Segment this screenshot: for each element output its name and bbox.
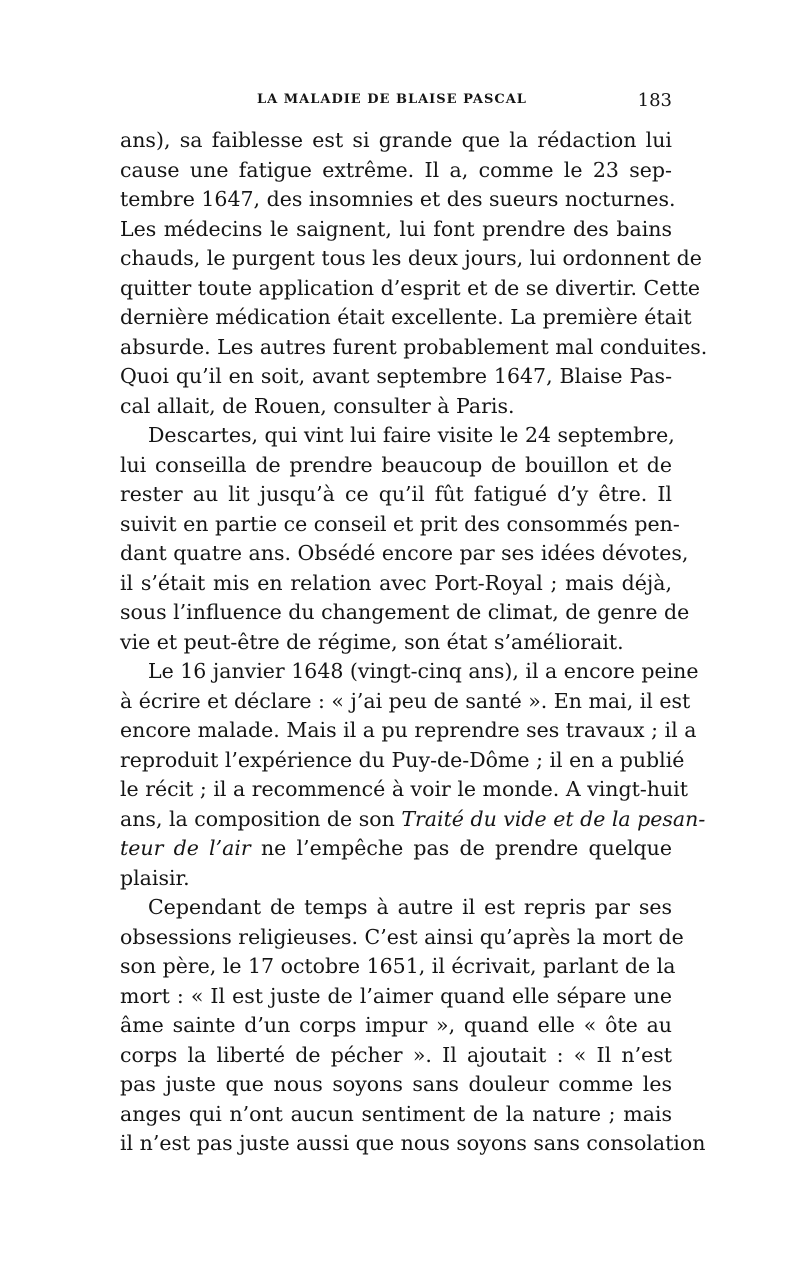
text-line: ans), sa faiblesse est si grande que la rédaction lui <box>120 128 672 152</box>
text-line: âme sainte d’un corps impur », quand elle « ôte au <box>120 1013 672 1037</box>
text-line: Quoi qu’il en soit, avant septembre 1647, Blaise Pas- <box>120 364 672 388</box>
text-line: suivit en partie ce conseil et prit des consommés pen- <box>120 511 680 536</box>
text-line: il s’était mis en relation avec Port-Royal ; mais déjà, <box>120 570 672 595</box>
page-number: 183 <box>637 90 672 111</box>
text-line <box>120 834 672 864</box>
text-line: quitter toute application d’esprit et de se divertir. Cette <box>120 275 700 300</box>
text-line: encore malade. Mais il a pu reprendre ses travaux ; il a <box>120 718 697 742</box>
text-line: lui conseilla de prendre beaucoup de bouillon et de <box>120 452 672 477</box>
text-line: dernière médication était excellente. La première était <box>120 305 692 329</box>
text-line: reproduit l’expérience du Puy-de-Dôme ; il en a publié <box>120 747 685 772</box>
italic-title: teur de l’air <box>120 836 251 860</box>
text-line: à écrire et déclare : « j’ai peu de santé ». En mai, il est <box>120 688 691 713</box>
body-text <box>120 126 708 1159</box>
text-line: cause une fatigue extrême. Il a, comme le 23 sep- <box>120 157 672 182</box>
text-line: corps la liberté de pécher ». Il ajoutait : « Il n’est <box>120 1042 672 1067</box>
text-line: dant quatre ans. Obsédé encore par ses idées dévotes, <box>120 541 689 565</box>
italic-title: Traité du vide et de la pesan- <box>401 806 706 831</box>
text-line: Le 16 janvier 1648 (vingt-cinq ans), il a encore peine <box>148 659 699 683</box>
text-line <box>120 805 706 835</box>
text-line: anges qui n’ont aucun sentiment de la nature ; mais <box>120 1101 672 1126</box>
running-title: LA MALADIE DE BLAISE PASCAL <box>257 92 527 107</box>
text-line: plaisir. <box>120 865 190 890</box>
text-line: son père, le 17 octobre 1651, il écrivait, parlant de la <box>120 954 676 978</box>
text-line: chauds, le purgent tous les deux jours, lui ordonnent de <box>120 246 702 270</box>
text-line: pas juste que nous soyons sans douleur comme les <box>120 1072 672 1096</box>
text-line: vie et peut-être de régime, son état s’améliorait. <box>120 629 624 654</box>
text-line: Cependant de temps à autre il est repris par ses <box>148 895 672 919</box>
text-line: Descartes, qui vint lui faire visite le 24 septembre, <box>148 423 675 447</box>
text-line: tembre 1647, des insomnies et des sueurs nocturnes. <box>120 187 676 211</box>
text-line: rester au lit jusqu’à ce qu’il fût fatigué d’y être. Il <box>120 482 672 506</box>
text-line: absurde. Les autres furent probablement mal conduites. <box>120 334 708 359</box>
running-head <box>120 90 672 114</box>
text-line: le récit ; il a recommencé à voir le monde. A vingt-huit <box>120 777 688 801</box>
text-line: cal allait, de Rouen, consulter à Paris. <box>120 393 515 418</box>
text-line: Les médecins le saignent, lui font prendre des bains <box>120 216 672 241</box>
text-line: obsessions religieuses. C’est ainsi qu’après la mort de <box>120 924 684 949</box>
text-line: il n’est pas juste aussi que nous soyons sans consolation <box>120 1131 706 1155</box>
text-segment: ne l’empêche pas de prendre quelque <box>260 836 672 860</box>
text-line: mort : « Il est juste de l’aimer quand elle sépare une <box>120 983 672 1008</box>
text-line: sous l’influence du changement de climat, de genre de <box>120 600 690 624</box>
text-segment: ans, la composition de son <box>120 806 395 831</box>
